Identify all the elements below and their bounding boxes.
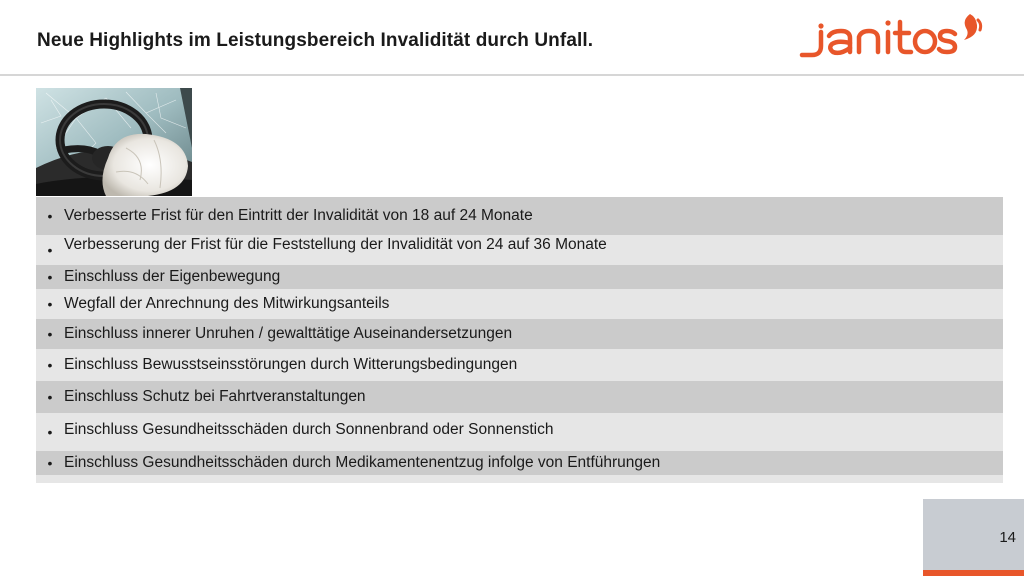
list-item-text: Verbesserung der Frist für die Feststellung der Invalidität von 24 auf 36 Monate [64,236,607,253]
header-divider [0,74,1024,76]
bullet: • [47,455,53,471]
page-number-accent-bar [923,570,1024,576]
list-item-text: Verbesserte Frist für den Eintritt der Invalidität von 18 auf 24 Monate [64,207,533,224]
bullet: • [47,242,53,258]
list-item [36,349,1003,381]
highlights-list [36,197,1003,483]
bullet: • [47,389,53,405]
page-number-box [923,499,1024,570]
list-item [36,451,1003,475]
bullet: • [47,269,53,285]
list-item [36,235,1003,265]
list-item-text: Einschluss innerer Unruhen / gewalttätige Auseinandersetzungen [64,325,513,342]
bullet: • [47,357,53,373]
list-item-text: Einschluss Gesundheitsschäden durch Medikamentenentzug infolge von Entführungen [64,454,661,471]
bullet: • [47,424,53,440]
page-number: 14 [999,529,1016,546]
janitos-logo [792,10,992,58]
list-item [36,289,1003,319]
list-item-text: Einschluss Schutz bei Fahrtveranstaltungen [64,388,366,405]
list-item-text: Einschluss der Eigenbewegung [64,268,281,285]
list-item-text: Einschluss Gesundheitsschäden durch Sonnenbrand oder Sonnenstich [64,421,554,438]
list-item [36,413,1003,451]
list-item-text: Einschluss Bewusstseinsstörungen durch Witterungsbedingungen [64,356,518,373]
list-item [36,265,1003,289]
page-title: Neue Highlights im Leistungsbereich Invalidität durch Unfall. [37,30,594,51]
list-item [36,319,1003,349]
car-crash-photo [36,88,192,196]
bullet: • [47,326,53,342]
list-item [36,381,1003,413]
bullet: • [47,208,53,224]
list-item [36,197,1003,235]
list-item-text: Wegfall der Anrechnung des Mitwirkungsanteils [64,295,390,312]
bullet: • [47,296,53,312]
